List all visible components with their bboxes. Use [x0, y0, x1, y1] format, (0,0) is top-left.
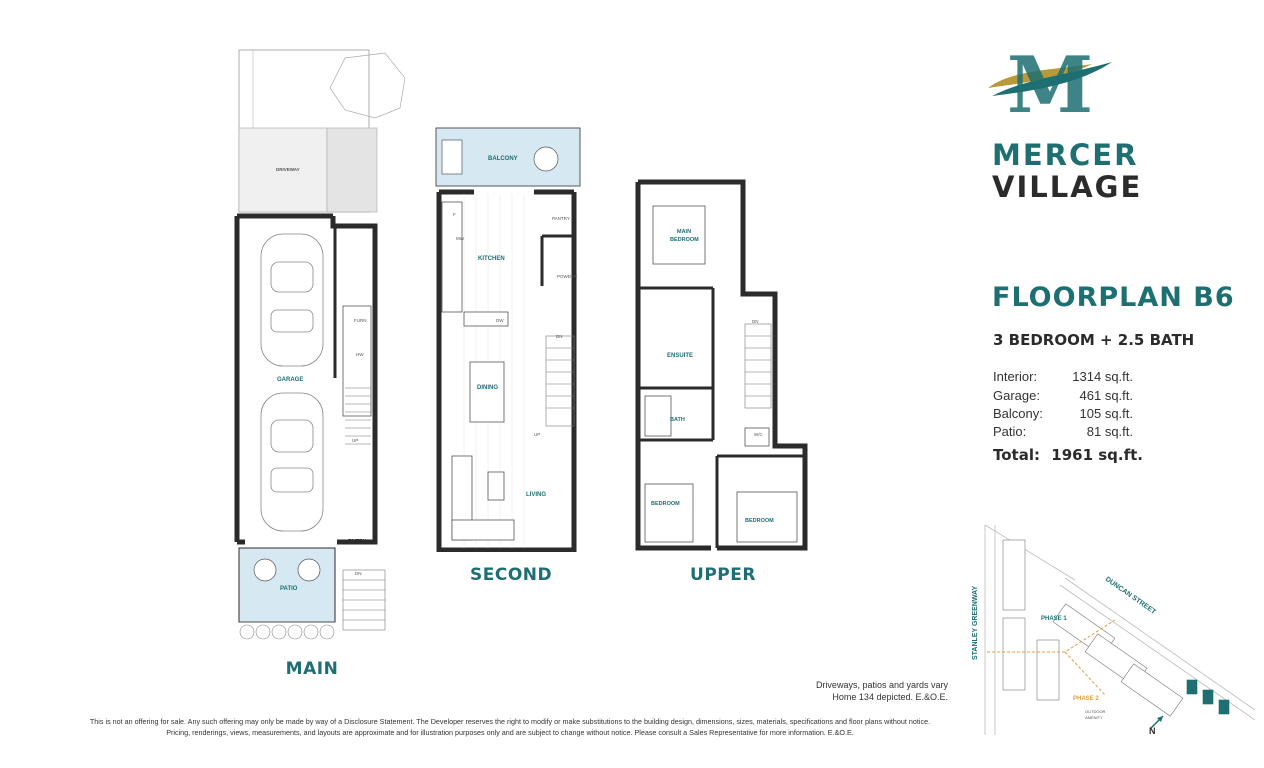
stair-dn-main: DN	[355, 571, 362, 576]
svg-text:AMENITY: AMENITY	[1085, 715, 1103, 720]
room-furn: FURN	[354, 318, 367, 323]
area-label: Patio:	[993, 424, 1027, 439]
north-arrow-icon	[1149, 716, 1163, 736]
svg-text:PHASE 2: PHASE 2	[1073, 696, 1099, 702]
level-label-upper: UPPER	[690, 565, 756, 585]
room-powder: POWDER	[557, 274, 578, 279]
appliance-microwave: MW	[456, 236, 464, 241]
room-main-bedroom-label2: BEDROOM	[670, 237, 699, 243]
room-living: LIVING	[526, 492, 547, 498]
second-level-plan	[434, 126, 584, 552]
room-hw: HW	[356, 352, 364, 357]
brand-name-line2: VILLAGE	[992, 170, 1143, 204]
site-plan-map	[955, 520, 1255, 740]
room-balcony: BALCONY	[488, 156, 518, 162]
room-bath: BATH	[670, 417, 685, 423]
area-value: 1314 sq.ft.	[1072, 369, 1133, 384]
room-driveway: DRIVEWAY	[276, 167, 300, 172]
stair-dn-upper: DN	[752, 319, 759, 324]
room-garage: GARAGE	[277, 377, 304, 383]
area-label: Interior:	[993, 369, 1038, 384]
room-wic: W/C	[754, 432, 763, 437]
room-entry: ENTRY	[348, 539, 367, 545]
room-main-bedroom-label1: MAIN	[677, 229, 692, 235]
total-label: Total:	[993, 446, 1040, 464]
room-bedroom-3: BEDROOM	[745, 518, 774, 524]
room-bedroom-2: BEDROOM	[651, 501, 680, 507]
room-pantry: PANTRY	[552, 216, 570, 221]
room-patio: PATIO	[280, 586, 298, 592]
svg-text:PHASE 1: PHASE 1	[1041, 616, 1067, 622]
room-dining: DINING	[477, 385, 498, 391]
appliance-fridge: F	[453, 212, 456, 217]
area-value: 105 sq.ft.	[1079, 406, 1133, 421]
area-value: 461 sq.ft.	[1079, 388, 1133, 403]
area-label: Garage:	[993, 388, 1040, 403]
floorplan-subtitle: 3 BEDROOM + 2.5 BATH	[993, 331, 1195, 349]
area-label: Balcony:	[993, 406, 1043, 421]
upper-level-plan	[633, 178, 811, 552]
svg-text:OUTDOOR: OUTDOOR	[1085, 709, 1106, 714]
room-ensuite: ENSUITE	[667, 353, 694, 359]
legal-disclaimer: This is not an offering for sale. Any such offering may only be made by way of a Disclosure Statement. The Developer reserves the right to modify or make substitutions to the building design, dimensions, sizes, materials, specifications and floor plans without notice. Pricing, renderings, views, measurements, and layouts are approximate and for illustration purposes only and are subject to change without notice. Please consult a Sales Representative for more information. E.&O.E.	[89, 717, 931, 737]
mercer-monogram-logo	[982, 40, 1118, 120]
note-line2: Home 134 depicted. E.&O.E.	[832, 692, 948, 702]
brand-name-line1: MERCER	[992, 138, 1139, 172]
stair-dn-second: DN	[556, 334, 563, 339]
tree-icon	[330, 53, 405, 118]
main-level-plan	[225, 48, 405, 644]
area-value: 81 sq.ft.	[1086, 424, 1133, 439]
svg-text:DUNCAN STREET: DUNCAN STREET	[1103, 575, 1157, 616]
stair-up-second: UP	[534, 432, 541, 437]
room-kitchen: KITCHEN	[478, 256, 505, 262]
svg-text:N: N	[1149, 726, 1156, 736]
appliance-dishwasher: DW	[496, 318, 504, 323]
level-label-second: SECOND	[470, 565, 553, 585]
level-label-main: MAIN	[285, 659, 339, 679]
note-line1: Driveways, patios and yards vary	[815, 680, 948, 690]
svg-text:STANLEY GREENWAY: STANLEY GREENWAY	[972, 585, 979, 660]
total-value: 1961 sq.ft.	[1051, 446, 1143, 464]
floorplan-title: FLOORPLAN B6	[992, 282, 1235, 313]
stair-up-main: UP	[352, 438, 359, 443]
svg-text:M: M	[1006, 40, 1094, 120]
